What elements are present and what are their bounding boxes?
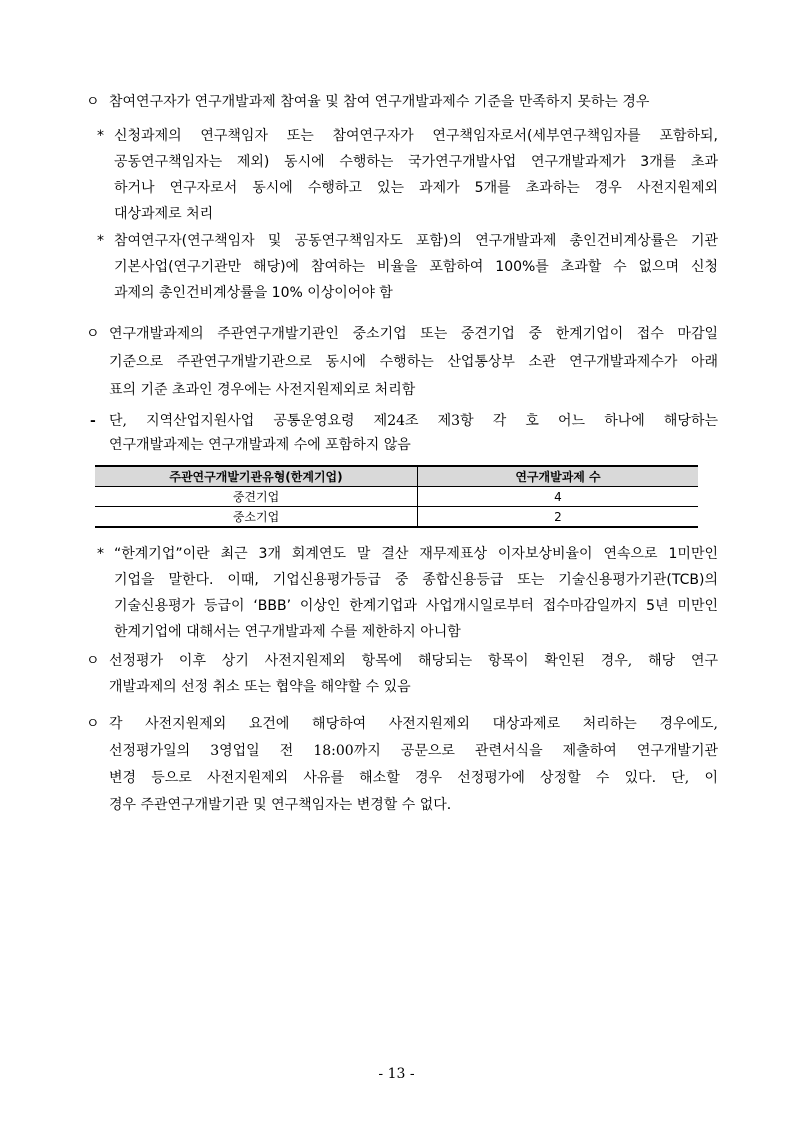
table-cell: 중소기업 <box>95 507 418 528</box>
project-count-table <box>95 465 698 528</box>
bullet-marker: ㅇ <box>86 716 100 732</box>
table-cell: 4 <box>418 487 699 507</box>
item-line: 변경 등으로 사전지원제외 사유를 해소할 경우 선정평가에 상정할 수 있다. 단, 이 <box>109 770 718 786</box>
item-exclusion-resolution <box>86 711 718 819</box>
table-row <box>95 507 698 528</box>
item-line: 참여연구자가 연구개발과제 참여율 및 참여 연구개발과제수 기준을 만족하지 못하는 경우 <box>109 94 650 110</box>
note-line: 하거나 연구자로서 동시에 수행하고 있는 과제가 5개를 초과하는 경우 사전지원제외 <box>114 180 718 196</box>
item-line: 단, 지역산업지원사업 공통운영요령 제24조 제3항 각 호 어느 하나에 해당하는 <box>109 413 718 429</box>
note-line: 기술신용평가 등급이 ‘BBB’ 이상인 한계기업과 사업개시일로부터 접수마감일까지 5년 미만인 <box>114 598 718 614</box>
note-line: 참여연구자(연구책임자 및 공동연구책임자도 포함)의 연구개발과제 총인건비계상률은 기관 <box>114 233 718 249</box>
table-header-cell: 연구개발과제 수 <box>418 466 699 487</box>
note-line: 신청과제의 연구책임자 또는 참여연구자가 연구책임자로서(세부연구책임자를 포함하되, <box>114 128 718 144</box>
bullet-marker: ㅇ <box>86 653 100 669</box>
note-marginal-company-definition <box>97 541 718 645</box>
table-cell: 중견기업 <box>95 487 418 507</box>
note-line: 공동연구책임자는 제외) 동시에 수행하는 국가연구개발사업 연구개발과제가 3개를 초과 <box>114 154 718 170</box>
item-line: 각 사전지원제외 요건에 해당하여 사전지원제외 대상과제로 처리하는 경우에도, <box>109 716 718 732</box>
note-marker: * <box>97 128 104 144</box>
table-header-row <box>95 466 698 487</box>
item-line: 개발과제의 선정 취소 또는 협약을 해약할 수 있음 <box>109 679 411 695</box>
note-line: “한계기업”이란 최근 3개 회계연도 말 결산 재무제표상 이자보상비율이 연속으로 1미만인 <box>114 546 718 562</box>
note-line: 한계기업에 대해서는 연구개발과제 수를 제한하지 아니함 <box>114 624 461 640</box>
note-project-count-limit <box>97 123 718 227</box>
item-exception-clause <box>90 409 718 457</box>
note-line: 과제의 총인건비계상률을 10% 이상이어야 함 <box>114 285 393 301</box>
page-number: - 13 - <box>378 1066 415 1082</box>
note-personnel-cost-rate <box>97 228 718 306</box>
bullet-marker: ㅇ <box>86 94 100 110</box>
item-line: 선정평가일의 3영업일 전 18:00까지 공문으로 관련서식을 제출하여 연구개발기관 <box>109 743 718 759</box>
item-line: 연구개발과제의 주관연구개발기관인 중소기업 또는 중견기업 중 한계기업이 접수 마감일 <box>109 326 718 342</box>
item-selection-cancel <box>86 648 718 700</box>
table-cell: 2 <box>418 507 699 528</box>
note-line: 대상과제로 처리 <box>114 206 214 222</box>
item-marginal-company <box>86 320 718 404</box>
item-line: 기준으로 주관연구개발기관으로 동시에 수행하는 산업통상부 소관 연구개발과제수가 아래 <box>109 354 718 370</box>
bullet-marker: ㅇ <box>86 326 100 342</box>
note-line: 기본사업(연구기관만 해당)에 참여하는 비율을 포함하여 100%를 초과할 수 없으며 신청 <box>114 259 718 275</box>
item-line: 표의 기준 초과인 경우에는 사전지원제외로 처리함 <box>109 382 416 398</box>
item-line: 경우 주관연구개발기관 및 연구책임자는 변경할 수 없다. <box>109 797 452 813</box>
item-line: 선정평가 이후 상기 사전지원제외 항목에 해당되는 항목이 확인된 경우, 해당 연구 <box>109 653 718 669</box>
note-line: 기업을 말한다. 이때, 기업신용평가등급 중 종합신용등급 또는 기술신용평가기관(TCB)의 <box>114 572 718 588</box>
table-header-cell: 주관연구개발기관유형(한계기업) <box>95 466 418 487</box>
table-row <box>95 487 698 507</box>
item-line: 연구개발과제는 연구개발과제 수에 포함하지 않음 <box>109 437 411 453</box>
note-marker: * <box>97 233 104 249</box>
dash-marker: - <box>90 413 96 429</box>
note-marker: * <box>97 546 104 562</box>
item-participant-criteria <box>86 89 718 115</box>
